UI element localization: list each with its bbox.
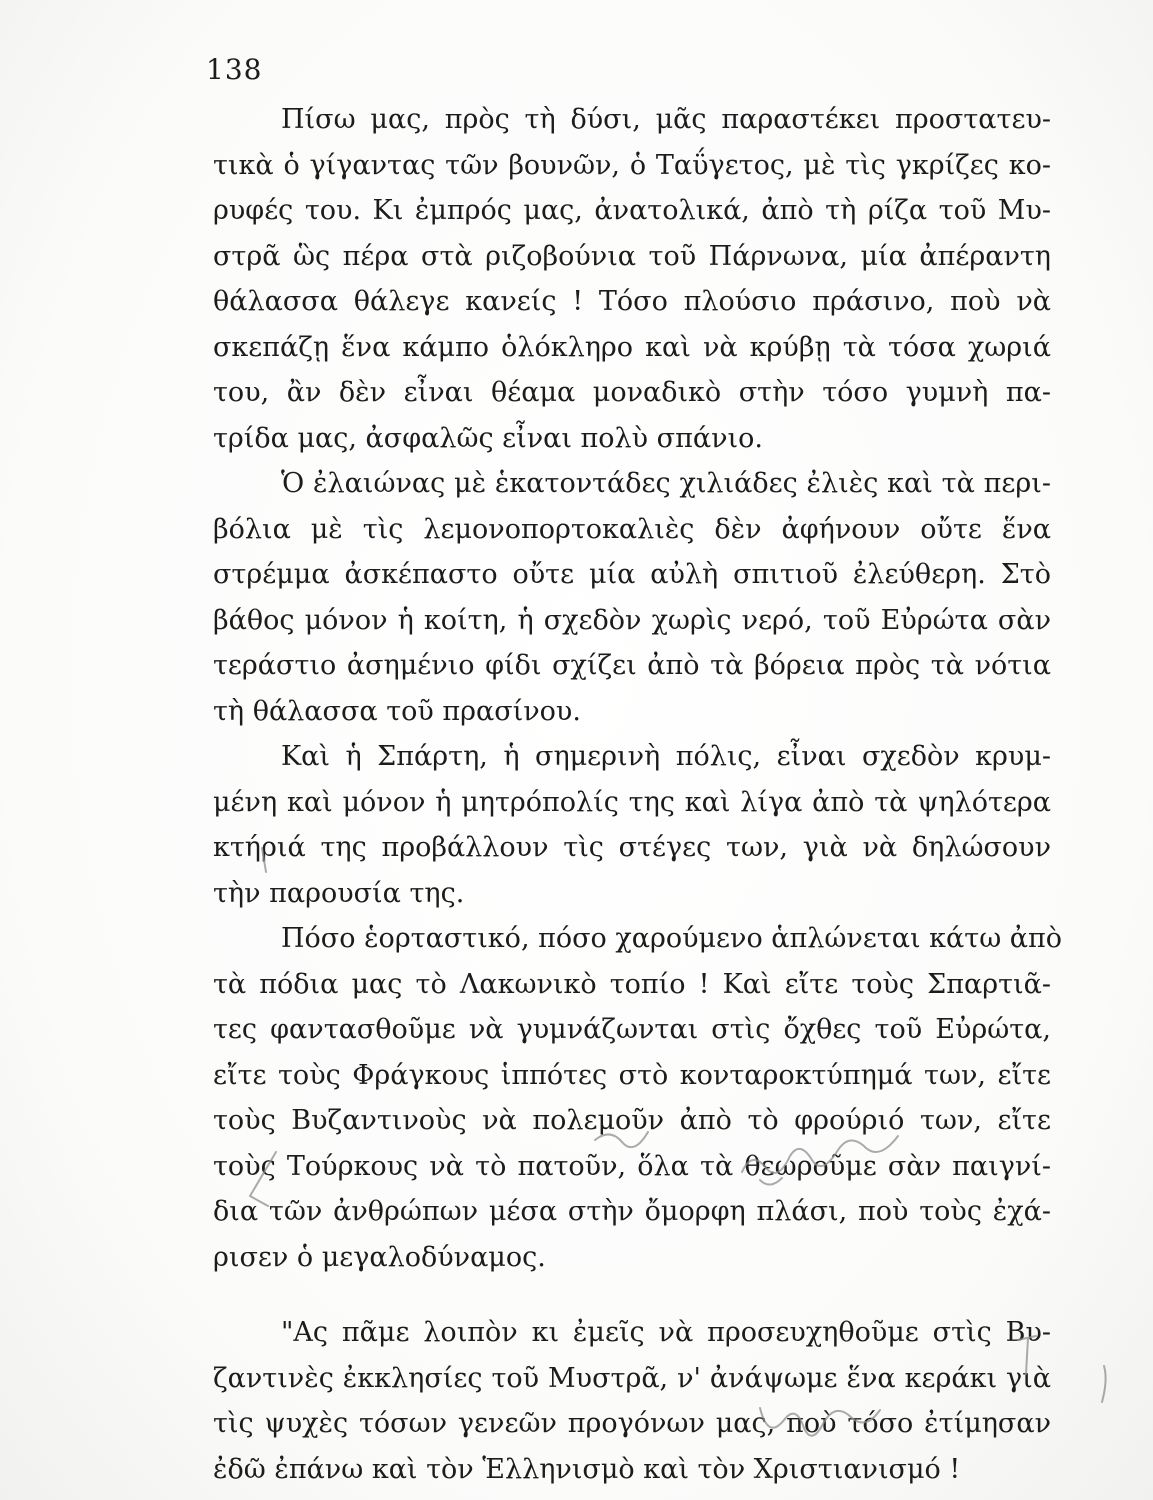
text-line: στρᾶ ὣς πέρα στὰ ριζοβούνια τοῦ Πάρνωνα, μία ἀπέραντη [213, 240, 1051, 272]
text-line: μένη καὶ μόνον ἡ μητρόπολίς της καὶ λίγα ἀπὸ τὰ ψηλότερα [213, 786, 1051, 818]
text-line: τοὺς Τούρκους νὰ τὸ πατοῦν, ὅλα τὰ θεωροῦμε σὰν παιγνί- [213, 1150, 1051, 1182]
text-line: βάθος μόνον ἡ κοίτη, ἡ σχεδὸν χωρὶς νερό, τοῦ Εὐρώτα σὰν [213, 604, 1051, 636]
text-line: τεράστιο ἀσημένιο φίδι σχίζει ἀπὸ τὰ βόρεια πρὸς τὰ νότια [213, 650, 1051, 681]
text-line: σκεπάζῃ ἕνα κάμπο ὁλόκληρο καὶ νὰ κρύβῃ τὰ τόσα χωριά [213, 331, 1051, 363]
text-line: Καὶ ἡ Σπάρτη, ἡ σημερινὴ πόλις, εἶναι σχεδὸν κρυμ- [281, 741, 1051, 772]
text-line: τρίδα μας, ἀσφαλῶς εἶναι πολὺ σπάνιο. [213, 422, 763, 454]
text-line: στρέμμα ἀσκέπαστο οὔτε μία αὐλὴ σπιτιοῦ ἐλεύθερη. Στὸ [213, 559, 1051, 590]
text-line: ρυφές του. Κι ἐμπρός μας, ἀνατολικά, ἀπὸ τὴ ρίζα τοῦ Μυ- [213, 195, 1051, 226]
text-line: Πίσω μας, πρὸς τὴ δύσι, μᾶς παραστέκει προστατευ- [281, 104, 1051, 135]
text-line: δια τῶν ἀνθρώπων μέσα στὴν ὄμορφη πλάσι, ποὺ τοὺς ἐχά- [213, 1196, 1051, 1227]
body-text [213, 97, 1063, 1492]
text-line: Πόσο ἑορταστικό, πόσο χαρούμενο ἁπλώνεται κάτω ἀπὸ [281, 923, 1063, 954]
text-line: κτήριά της προβάλλουν τὶς στέγες των, γιὰ νὰ δηλώσουν [213, 832, 1051, 863]
paragraph-gap [213, 1280, 1051, 1310]
text-line: του, ἂν δὲν εἶναι θέαμα μοναδικὸ στὴν τόσο γυμνὴ πα- [213, 377, 1051, 408]
text-line: τες φαντασθοῦμε νὰ γυμνάζωνται στὶς ὄχθες τοῦ Εὐρώτα, [213, 1014, 1051, 1045]
page-number: 138 [206, 53, 263, 86]
text-line: ζαντινὲς ἐκκλησίες τοῦ Μυστρᾶ, ν' ἀνάψωμε ἕνα κεράκι γιὰ [213, 1362, 1051, 1394]
text-line: τὰ πόδια μας τὸ Λακωνικὸ τοπίο ! Καὶ εἴτε τοὺς Σπαρτιᾶ- [213, 968, 1051, 1000]
text-line: "Ας πᾶμε λοιπὸν κι ἐμεῖς νὰ προσευχηθοῦμε στὶς Βυ- [281, 1317, 1051, 1348]
text-line: τὶς ψυχὲς τόσων γενεῶν προγόνων μας, ποὺ τόσο ἐτίμησαν [213, 1408, 1051, 1439]
text-line: θάλασσα θάλεγε κανείς ! Τόσο πλούσιο πράσινο, ποὺ νὰ [213, 286, 1051, 317]
text-line: Ὁ ἐλαιώνας μὲ ἑκατοντάδες χιλιάδες ἐλιὲς καὶ τὰ περι- [281, 468, 1051, 499]
text-line: εἴτε τοὺς Φράγκους ἱππότες στὸ κονταροκτύπημά των, εἴτε [213, 1059, 1051, 1091]
text-line: ἐδῶ ἐπάνω καὶ τὸν Ἑλληνισμὸ καὶ τὸν Χριστιανισμό ! [213, 1453, 961, 1485]
text-line: βόλια μὲ τὶς λεμονοπορτοκαλιὲς δὲν ἀφήνουν οὔτε ἕνα [213, 513, 1051, 545]
text-line: τοὺς Βυζαντινοὺς νὰ πολεμοῦν ἀπὸ τὸ φρούριό των, εἴτε [213, 1105, 1051, 1136]
text-line: ρισεν ὁ μεγαλοδύναμος. [213, 1241, 546, 1273]
text-line: τὴ θάλασσα τοῦ πρασίνου. [213, 695, 581, 727]
text-line: τὴν παρουσία της. [213, 877, 465, 909]
text-line: τικὰ ὁ γίγαντας τῶν βουνῶν, ὁ Ταΰγετος, μὲ τὶς γκρίζες κο- [213, 149, 1051, 181]
